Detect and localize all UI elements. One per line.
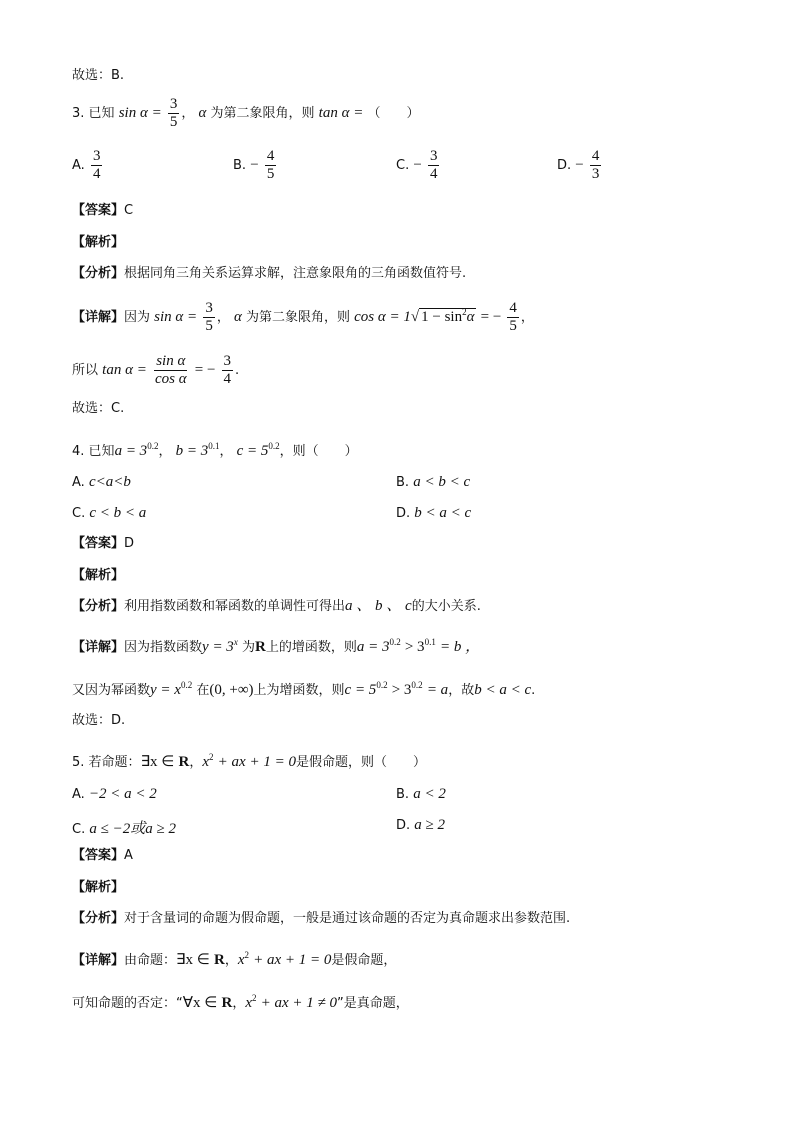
- q4-option-c-label: C.: [72, 506, 86, 521]
- q5-number: 5.: [72, 755, 85, 770]
- q3-sy-end: .: [235, 363, 240, 378]
- q3-option-c-label: C.: [396, 158, 410, 173]
- q4-jiexi: [72, 568, 124, 584]
- q3-sy-den: cos α: [154, 371, 187, 387]
- q3-option-d-frac: [590, 148, 602, 183]
- q4-b: b = 3: [175, 443, 209, 459]
- q5-fenxi-tag: 【分析】: [72, 911, 125, 926]
- q4-xiangjie-1: [72, 634, 480, 656]
- q4-a-sup: 0.2: [147, 441, 159, 451]
- q4-xj2-gt-sup: 0.2: [411, 680, 423, 690]
- q5-xj2-forall: ∀x ∈: [182, 995, 218, 1011]
- q3-suoyi-pre: 所以: [72, 363, 99, 378]
- q5-xj1-exists: ∃x ∈: [176, 952, 210, 968]
- q4-xj1-gt: > 3: [404, 639, 425, 655]
- q3-xj-cos: cos α = 1: [354, 309, 411, 325]
- q5-option-c-text: a ≤ −2或a ≥ 2: [89, 821, 176, 837]
- q3-answer-value: C: [124, 203, 134, 218]
- q4-xj2-c-sup: 0.2: [376, 680, 388, 690]
- q3-xj-result-frac: [507, 300, 519, 335]
- q3-option-a-num: 3: [92, 148, 101, 164]
- q3-option-c-num: 3: [429, 148, 438, 164]
- q3-sy-num: sin α: [156, 353, 186, 369]
- q3-xiangjie-tag: 【详解】: [72, 310, 125, 325]
- q3-xj-frac-num: 3: [205, 300, 213, 316]
- q4-xj1-a-sup: 0.2: [389, 637, 401, 647]
- q3-sy-result-den: 4: [223, 371, 232, 387]
- q4-pre: 已知: [88, 444, 115, 459]
- q4-xj1-pre: 因为指数函数: [124, 640, 203, 655]
- q3-frac: [168, 96, 180, 131]
- conclusion-q2: 故选：B.: [72, 68, 125, 83]
- q5-jiexi: [72, 880, 124, 896]
- q5-poly-x: x: [202, 754, 210, 770]
- q5-option-a[interactable]: [72, 786, 157, 803]
- q5-option-b[interactable]: [396, 786, 446, 803]
- q5-option-c-label: C.: [72, 822, 86, 837]
- q5-xj2-pre: 可知命题的否定：“: [72, 996, 183, 1011]
- q3-xj-sin: sin α =: [154, 309, 198, 325]
- q3-jiexi-tag: 【解析】: [72, 235, 125, 250]
- q4-xj2-result: b < a < c: [474, 682, 532, 698]
- q4-xj2-f-sup: 0.2: [180, 680, 193, 690]
- q5-pre: 若命题：: [88, 755, 141, 770]
- q3-xj-sqrt: [419, 308, 476, 325]
- q5-xiangjie-2: [72, 990, 409, 1012]
- q3-xj-alpha: α: [233, 309, 242, 325]
- q3-sy-tan: tan α =: [102, 362, 147, 378]
- q4-xj2-interval: (0, +∞): [209, 682, 254, 698]
- q3-sy-result-num: 3: [223, 353, 232, 369]
- q3-answer-tag: 【答案】: [72, 203, 125, 218]
- q5-xj1-poly-sup: 2: [244, 950, 249, 960]
- q5-xj2-poly-tail: + ax + 1 ≠ 0: [260, 995, 338, 1011]
- q5-fenxi-text: 对于含量词的命题为假命题，一般是通过该命题的否定为真命题求出参数范围.: [124, 911, 571, 926]
- q5-option-a-text: −2 < a < 2: [88, 786, 157, 802]
- q4-answer-value: D: [124, 536, 135, 551]
- q5-answer-tag: 【答案】: [72, 848, 125, 863]
- q5-option-d-text: a ≥ 2: [414, 817, 446, 833]
- q3-xj-eq: = −: [480, 309, 502, 325]
- q4-guxuan: 故选：D.: [72, 713, 126, 728]
- q3-fenxi-tag: 【分析】: [72, 266, 125, 281]
- q3-alpha: α: [198, 105, 207, 121]
- q3-xj-pre: 因为: [124, 310, 151, 325]
- q3-fenxi: [72, 266, 466, 282]
- q3-xj-mid: 为第二象限角，则: [245, 310, 350, 325]
- q4-answer-tag: 【答案】: [72, 536, 125, 551]
- q5-xiangjie-tag: 【详解】: [72, 953, 125, 968]
- q3-option-c-den: 4: [429, 166, 438, 182]
- q3-fenxi-text: 根据同角三角关系运算求解，注意象限角的三角函数值符号.: [124, 266, 467, 281]
- q5-xiangjie-1: [72, 947, 396, 969]
- q4-xj1-mid2: 上的增函数，则: [265, 640, 357, 655]
- q3-xj-end: ，: [520, 310, 534, 325]
- q3-option-c[interactable]: [396, 148, 441, 183]
- q3-sy-frac: [153, 353, 189, 388]
- q3-guxuan: 故选：C.: [72, 401, 125, 416]
- q4-xj2-pre: 又因为幂函数: [72, 683, 151, 698]
- q5-xj1-end: 是假命题，: [331, 953, 397, 968]
- q4-fenxi-tag: 【分析】: [72, 599, 125, 614]
- q3-frac-den: 5: [169, 114, 178, 130]
- q3-sy-result-frac: [222, 353, 234, 388]
- q3-option-b[interactable]: [233, 148, 278, 183]
- q3-option-a-den: 4: [92, 166, 101, 182]
- q3-xj-frac-den: 5: [205, 318, 213, 334]
- q5-xj2-comma: ，: [232, 996, 246, 1011]
- q5-xj1-pre: 由命题：: [124, 953, 177, 968]
- q4-option-b-label: B.: [396, 475, 410, 490]
- q4-option-d-label: D.: [396, 506, 411, 521]
- q4-fenxi: [72, 598, 481, 615]
- q3-option-d[interactable]: [557, 148, 603, 183]
- q4-a: a = 3: [114, 443, 148, 459]
- q5-answer-value: A: [124, 848, 133, 863]
- q4-xj1-f-sup: x: [233, 637, 238, 647]
- q5-option-b-text: a < 2: [413, 786, 446, 802]
- q5-xj1-comma: ，: [224, 953, 238, 968]
- q5-xj2-R: R: [221, 995, 233, 1011]
- q5-R: R: [178, 754, 190, 770]
- q4-xj2-mid2: 上为增函数，则: [253, 683, 345, 698]
- q5-xj1-poly-tail: + ax + 1 = 0: [253, 952, 332, 968]
- q3-xj-sqrt-tail: α: [466, 309, 475, 325]
- q4-option-d-text: b < a < c: [414, 505, 472, 521]
- q3-option-b-label: B.: [233, 158, 247, 173]
- q5-xj1-R: R: [213, 952, 225, 968]
- q4-xj1-a: a = 3: [356, 639, 390, 655]
- q4-xj1-gt-sup: 0.1: [424, 637, 436, 647]
- q3-option-b-num: 4: [266, 148, 275, 164]
- q4-xj1-mid: 为: [241, 640, 255, 655]
- q3-frac-num: 3: [169, 96, 178, 112]
- q5-xj2-end: ”是真命题，: [337, 996, 409, 1011]
- q4-fenxi-vars: a 、 b 、 c: [345, 598, 412, 614]
- q5-stem: [72, 749, 426, 771]
- q3-option-a-frac: [91, 148, 103, 183]
- q5-comma: ，: [189, 755, 203, 770]
- q3-xj-frac: [203, 300, 215, 335]
- q3-tan: tan α =: [318, 105, 364, 121]
- q5-xj1-poly-x: x: [237, 952, 245, 968]
- q3-xiangjie: 【详解】因为 sin α = $\frac{3}{5}$ ， α 为第二象限角，则 cos α = 1√ $1 - \sin^2\alpha$ = − $\frac{4}{5}$ ，: [72, 300, 534, 334]
- q3-option-d-label: D.: [557, 158, 572, 173]
- q3-xj-sqrt-exp: 2: [462, 307, 467, 317]
- q4-post: ，则（ ）: [279, 444, 358, 459]
- q5-poly-sup: 2: [209, 752, 214, 762]
- q4-jiexi-tag: 【解析】: [72, 568, 125, 583]
- q4-xj2-mid: 在: [196, 683, 210, 698]
- q4-answer: [72, 536, 134, 552]
- q4-option-c-text: c < b < a: [89, 505, 147, 521]
- q4-number: 4.: [72, 444, 85, 459]
- q4-fenxi-post: 的大小关系.: [411, 599, 481, 614]
- q4-option-b[interactable]: [396, 474, 470, 491]
- q4-c: c = 5: [236, 443, 269, 459]
- q3-pre: 已知: [88, 106, 115, 121]
- q4-option-a-label: A.: [72, 475, 85, 490]
- q3-post: （ ）: [367, 106, 420, 121]
- q4-xj2-gt: > 3: [391, 682, 412, 698]
- q4-xj2-gu: ，故: [448, 683, 475, 698]
- q3-suoyi: [72, 353, 239, 388]
- q5-xj2-poly-x: x: [245, 995, 252, 1011]
- q3-option-d-sign: −: [575, 157, 584, 173]
- q3-option-c-sign: −: [413, 157, 422, 173]
- q4-b-sup: 0.1: [208, 441, 220, 451]
- q5-answer: [72, 848, 133, 864]
- q3-option-c-frac: [428, 148, 440, 183]
- q3-option-a[interactable]: [72, 148, 104, 183]
- q4-xj2-f: y = x: [150, 682, 181, 698]
- q4-option-d[interactable]: [396, 505, 471, 522]
- q5-option-c[interactable]: [72, 817, 176, 838]
- q3-sin: sin α =: [118, 105, 162, 121]
- q4-option-b-text: a < b < c: [413, 474, 471, 490]
- q3-option-d-den: 3: [591, 166, 600, 182]
- q3-answer: [72, 203, 133, 219]
- q5-option-b-label: B.: [396, 787, 410, 802]
- q4-xj2-c: c = 5: [344, 682, 377, 698]
- q4-xj1-f: y = 3: [202, 639, 234, 655]
- q4-option-a[interactable]: [72, 474, 131, 491]
- q5-xj2-poly-sup: 2: [252, 993, 257, 1003]
- q5-fenxi: [72, 911, 570, 927]
- q5-option-a-label: A.: [72, 787, 85, 802]
- q4-stem: 4. 已知$a = 3^{0.2}$， $b = 3^{0.1}$， $c = 5^{0.2}$，则（ ）: [72, 441, 358, 459]
- q4-c-sup: 0.2: [268, 441, 280, 451]
- q4-xj1-R: R: [254, 639, 266, 655]
- q4-xj2-end: .: [531, 683, 536, 698]
- q3-xj-result-num: 4: [509, 300, 517, 316]
- q3-number: 3.: [72, 106, 85, 121]
- q3-stem: 3. 已知 sin α = $\frac{3}{5}$ ， α 为第二象限角，则 tan α = （ ）: [72, 96, 420, 130]
- q4-xiangjie-tag: 【详解】: [72, 640, 125, 655]
- q4-option-a-text: c<a<b: [88, 474, 131, 490]
- q4-fenxi-pre: 利用指数函数和幂函数的单调性可得出: [124, 599, 346, 614]
- q3-jiexi: [72, 235, 124, 251]
- q5-jiexi-tag: 【解析】: [72, 880, 125, 895]
- q3-sy-eq: = −: [194, 362, 216, 378]
- q3-option-b-frac: [265, 148, 277, 183]
- q3-option-b-sign: −: [250, 157, 259, 173]
- q3-option-b-den: 5: [266, 166, 275, 182]
- q5-option-d-label: D.: [396, 818, 411, 833]
- q5-poly-tail: + ax + 1 = 0: [217, 754, 296, 770]
- q3-xj-sqrt-body: 1 − sin: [421, 309, 463, 325]
- q4-xj2-eq: = a: [426, 682, 449, 698]
- q4-xiangjie-2: [72, 677, 535, 699]
- q4-option-c[interactable]: [72, 505, 146, 522]
- q5-option-d[interactable]: [396, 817, 445, 834]
- q3-option-d-num: 4: [591, 148, 600, 164]
- q3-option-a-label: A.: [72, 158, 85, 173]
- q4-xj1-end: = b ，: [439, 639, 481, 655]
- q5-post: 是假命题，则（ ）: [295, 755, 426, 770]
- q3-xj-result-den: 5: [509, 318, 517, 334]
- q5-exists: ∃x ∈: [140, 754, 175, 770]
- q3-mid: 为第二象限角，则: [210, 106, 315, 121]
